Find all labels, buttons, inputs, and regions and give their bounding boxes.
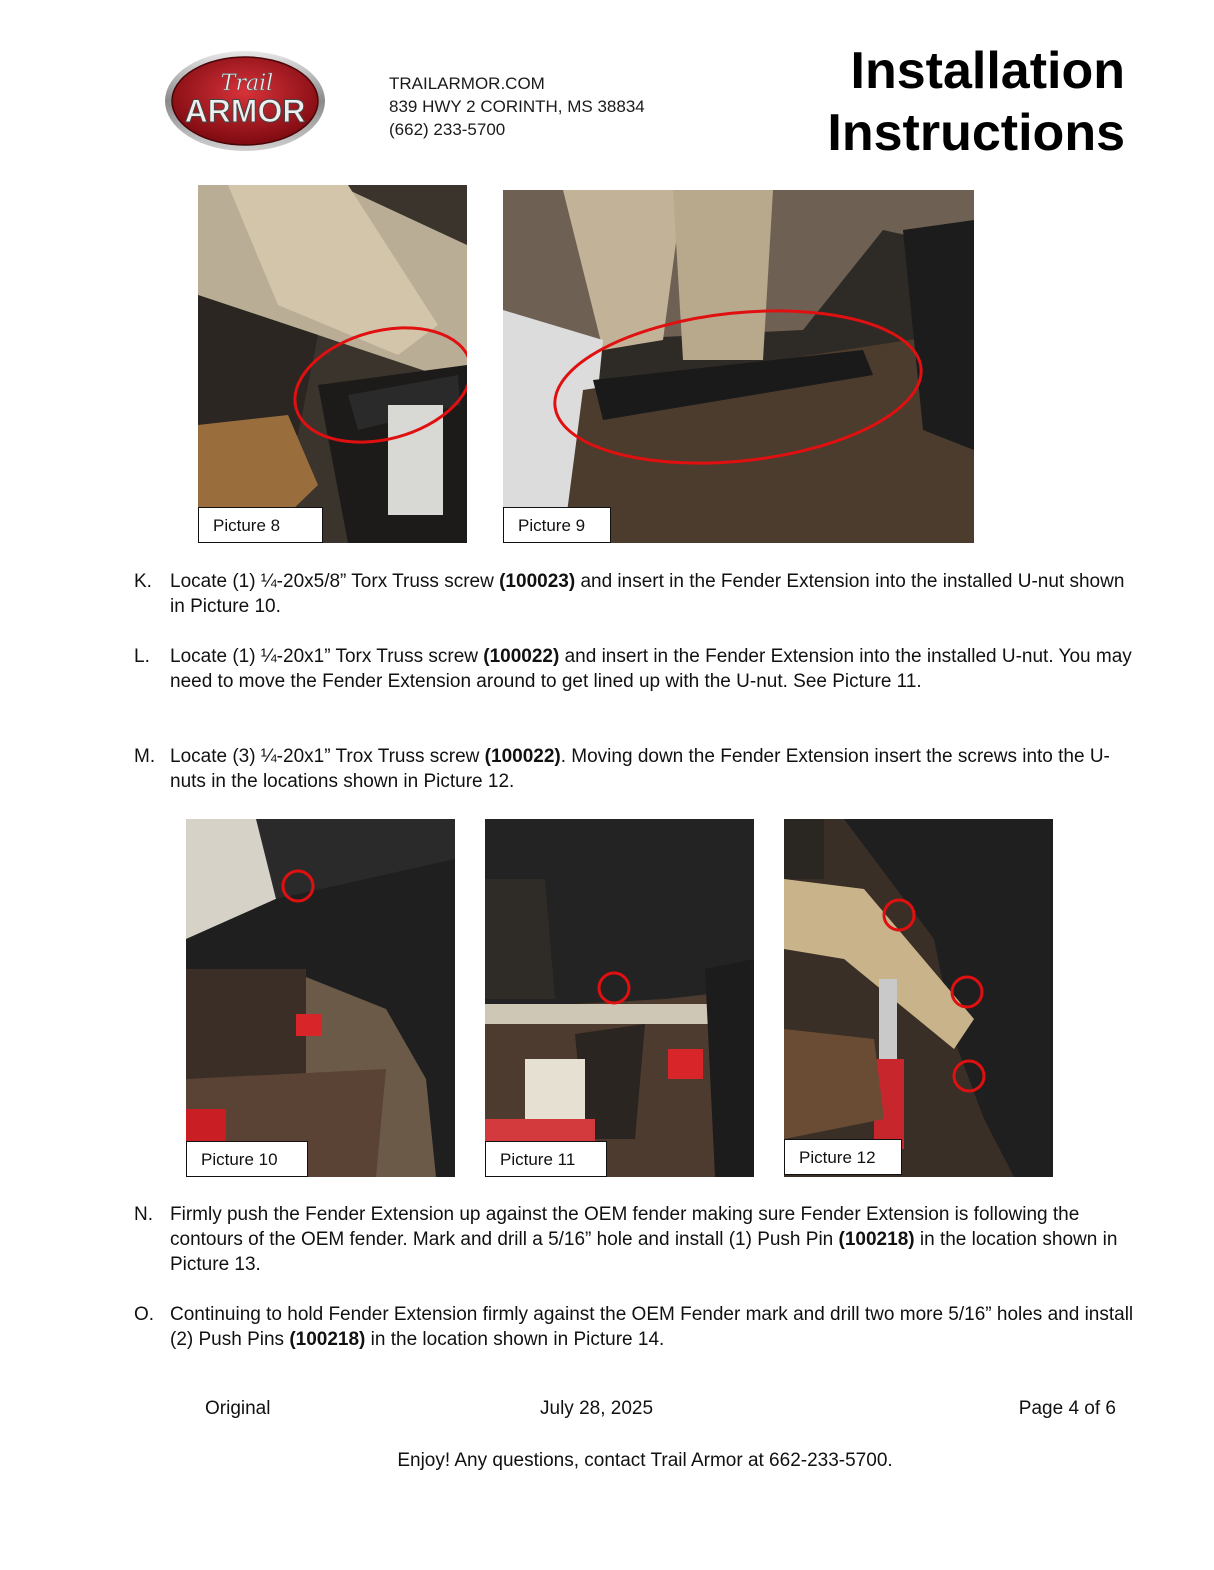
footer-page-number: Page 4 of 6 (1018, 1398, 1116, 1419)
website: TRAILARMOR.COM (389, 74, 545, 93)
picture-8-caption: Picture 8 (198, 507, 323, 543)
footer-date: July 28, 2025 (540, 1398, 654, 1419)
picture-11-photo (485, 819, 754, 1177)
picture-10-caption: Picture 10 (186, 1141, 308, 1177)
picture-10-photo (186, 819, 455, 1177)
step-o: O. Continuing to hold Fender Extension firmly against the OEM Fender mark and drill two more 5/16” holes and install (2) Push Pins (100218) in the location shown in Picture 14. (134, 1304, 1134, 1350)
part-number: (100218) (289, 1329, 366, 1350)
step-l: L. Locate (1) ¼-20x1” Torx Truss screw (100022) and insert in the Fender Extension into the installed U-nut. You may need to move the Fender Extension around to get lined up with the U-nut. See Picture 11. (134, 646, 1132, 692)
picture-9-caption: Picture 9 (503, 507, 611, 543)
part-number: (100023) (499, 571, 576, 592)
step-n: N. Firmly push the Fender Extension up against the OEM fender making sure Fender Extension is following the contours of the OEM fender. Mark and drill a 5/16” hole and install (1) Push Pin (100218) in the location shown in Picture 13. (134, 1204, 1118, 1275)
footer-note: Enjoy! Any questions, contact Trail Armor at 662-233-5700. (397, 1450, 893, 1471)
part-number: (100022) (483, 646, 560, 667)
svg-text:ARMOR: ARMOR (184, 93, 306, 129)
part-number: (100218) (838, 1229, 915, 1250)
phone: (662) 233-5700 (389, 120, 506, 139)
contact-block (389, 72, 645, 141)
trail-armor-logo (164, 50, 326, 152)
page-title: Installation Instructions (827, 42, 1125, 162)
picture-11-caption: Picture 11 (485, 1141, 607, 1177)
picture-12-photo (784, 819, 1053, 1177)
footer-revision: Original (205, 1398, 271, 1419)
picture-12-caption: Picture 12 (784, 1139, 902, 1175)
svg-text:Trail: Trail (220, 71, 274, 96)
step-m: M. Locate (3) ¼-20x1” Trox Truss screw (100022). Moving down the Fender Extension insert the screws into the U-nuts in the locations shown in Picture 12. (134, 746, 1110, 792)
picture-9-photo (503, 190, 974, 543)
part-number: (100022) (484, 746, 561, 767)
step-k: K. Locate (1) ¼-20x5/8” Torx Truss screw (100023) and insert in the Fender Extension into the installed U-nut shown in Picture 10. (134, 571, 1125, 617)
address: 839 HWY 2 CORINTH, MS 38834 (389, 97, 645, 116)
picture-8-photo (198, 185, 467, 543)
